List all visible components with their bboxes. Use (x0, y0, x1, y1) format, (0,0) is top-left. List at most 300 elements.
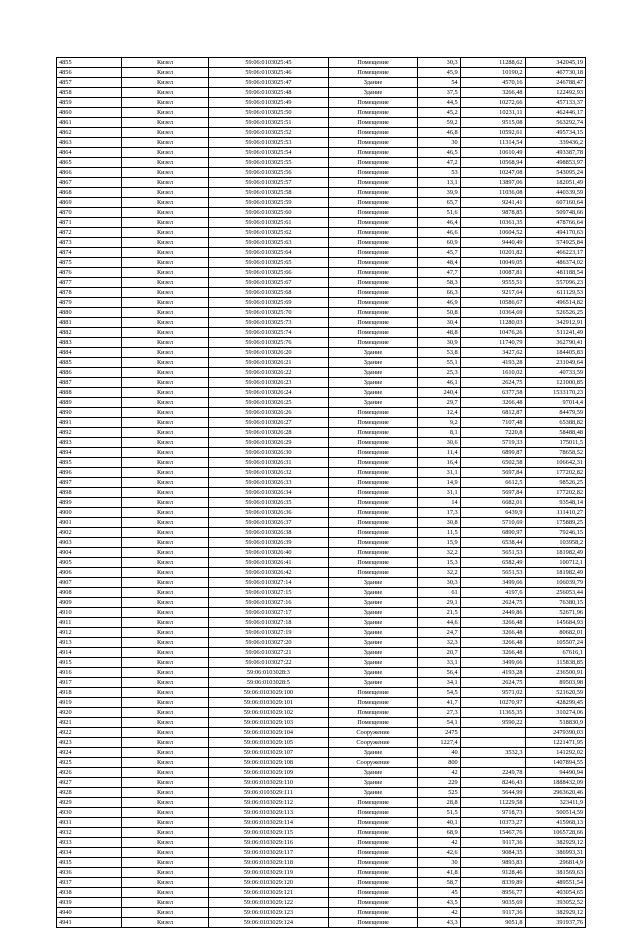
row-number-cell: 4913 (57, 638, 122, 648)
city-cell: Кизел (121, 848, 208, 858)
cadastral-number-cell: 59:06:0103029:107 (209, 748, 329, 758)
cadastral-value-cell: 141292,02 (525, 748, 585, 758)
cadastral-value-table (56, 57, 586, 928)
cadastral-value-cell: 382929,12 (525, 838, 585, 848)
area-cell: 60,9 (418, 238, 460, 248)
cadastral-number-cell: 59:06:0103026:34 (209, 488, 329, 498)
cadastral-value-cell: 403054,65 (525, 888, 585, 898)
object-type-cell: Помещение (328, 558, 417, 568)
area-cell: 46,6 (418, 228, 460, 238)
city-cell: Кизел (121, 498, 208, 508)
city-cell: Кизел (121, 258, 208, 268)
area-cell: 46,5 (418, 148, 460, 158)
cadastral-number-cell: 59:06:0103025:54 (209, 148, 329, 158)
table-row (57, 178, 586, 188)
object-type-cell: Помещение (328, 838, 417, 848)
table-row (57, 368, 586, 378)
table-row (57, 328, 586, 338)
table-row (57, 898, 586, 908)
unit-price-cell: 6439,9 (460, 508, 525, 518)
area-cell: 34,1 (418, 678, 460, 688)
area-cell: 28,8 (418, 798, 460, 808)
cadastral-number-cell: 59:06:0103029:122 (209, 898, 329, 908)
object-type-cell: Здание (328, 578, 417, 588)
area-cell: 65,7 (418, 198, 460, 208)
area-cell: 9,2 (418, 418, 460, 428)
cadastral-number-cell: 59:06:0103025:69 (209, 298, 329, 308)
unit-price-cell: 4570,16 (460, 78, 525, 88)
area-cell: 42 (418, 768, 460, 778)
unit-price-cell (460, 758, 525, 768)
unit-price-cell: 5710,69 (460, 518, 525, 528)
object-type-cell: Помещение (328, 198, 417, 208)
table-row (57, 528, 586, 538)
area-cell: 17,3 (418, 508, 460, 518)
unit-price-cell: 9571,02 (460, 688, 525, 698)
row-number-cell: 4937 (57, 878, 122, 888)
row-number-cell: 4930 (57, 808, 122, 818)
area-cell: 32,3 (418, 638, 460, 648)
row-number-cell: 4934 (57, 848, 122, 858)
city-cell: Кизел (121, 228, 208, 238)
city-cell: Кизел (121, 598, 208, 608)
table-row (57, 68, 586, 78)
city-cell: Кизел (121, 748, 208, 758)
object-type-cell: Помещение (328, 338, 417, 348)
cadastral-value-cell: 65388,82 (525, 418, 585, 428)
city-cell: Кизел (121, 368, 208, 378)
object-type-cell: Помещение (328, 68, 417, 78)
object-type-cell: Помещение (328, 268, 417, 278)
object-type-cell: Помещение (328, 548, 417, 558)
cadastral-value-cell: 493387,78 (525, 148, 585, 158)
area-cell: 54,1 (418, 718, 460, 728)
cadastral-value-cell: 415968,13 (525, 818, 585, 828)
cadastral-value-cell: 79246,15 (525, 528, 585, 538)
row-number-cell: 4871 (57, 218, 122, 228)
unit-price-cell: 9051,8 (460, 918, 525, 928)
area-cell: 13,1 (418, 178, 460, 188)
area-cell: 1227,4 (418, 738, 460, 748)
table-row (57, 638, 586, 648)
city-cell: Кизел (121, 78, 208, 88)
cadastral-value-cell: 574925,84 (525, 238, 585, 248)
area-cell: 48,4 (418, 258, 460, 268)
unit-price-cell: 10247,08 (460, 168, 525, 178)
table-row (57, 338, 586, 348)
area-cell: 15,9 (418, 538, 460, 548)
object-type-cell: Помещение (328, 238, 417, 248)
table-row (57, 318, 586, 328)
cadastral-number-cell: 59:06:0103026:22 (209, 368, 329, 378)
object-type-cell: Помещение (328, 228, 417, 238)
unit-price-cell: 9440,49 (460, 238, 525, 248)
cadastral-number-cell: 59:06:0103025:73 (209, 318, 329, 328)
unit-price-cell: 6582,49 (460, 558, 525, 568)
cadastral-value-cell: 486374,02 (525, 258, 585, 268)
city-cell: Кизел (121, 678, 208, 688)
cadastral-number-cell: 59:06:0103027:21 (209, 648, 329, 658)
cadastral-number-cell: 59:06:0103025:74 (209, 328, 329, 338)
row-number-cell: 4924 (57, 748, 122, 758)
table-row (57, 808, 586, 818)
area-cell: 42,6 (418, 848, 460, 858)
unit-price-cell: 6612,5 (460, 478, 525, 488)
object-type-cell: Помещение (328, 428, 417, 438)
table-row (57, 628, 586, 638)
cadastral-value-cell: 511241,49 (525, 328, 585, 338)
area-cell: 29,1 (418, 598, 460, 608)
cadastral-number-cell: 59:06:0103026:42 (209, 568, 329, 578)
table-row (57, 678, 586, 688)
unit-price-cell: 6502,58 (460, 458, 525, 468)
table-row (57, 588, 586, 598)
city-cell: Кизел (121, 798, 208, 808)
object-type-cell: Здание (328, 398, 417, 408)
cadastral-value-cell: 111410,27 (525, 508, 585, 518)
row-number-cell: 4862 (57, 128, 122, 138)
row-number-cell: 4906 (57, 568, 122, 578)
table-row (57, 868, 586, 878)
city-cell: Кизел (121, 378, 208, 388)
row-number-cell: 4905 (57, 558, 122, 568)
area-cell: 229 (418, 778, 460, 788)
cadastral-number-cell: 59:06:0103025:52 (209, 128, 329, 138)
cadastral-value-cell: 182051,49 (525, 178, 585, 188)
unit-price-cell: 9878,85 (460, 208, 525, 218)
row-number-cell: 4897 (57, 478, 122, 488)
cadastral-value-cell: 342045,19 (525, 58, 585, 68)
row-number-cell: 4915 (57, 658, 122, 668)
cadastral-number-cell: 59:06:0103025:76 (209, 338, 329, 348)
object-type-cell: Помещение (328, 688, 417, 698)
city-cell: Кизел (121, 578, 208, 588)
object-type-cell: Здание (328, 668, 417, 678)
unit-price-cell: 9590,22 (460, 718, 525, 728)
row-number-cell: 4878 (57, 288, 122, 298)
table-row (57, 758, 586, 768)
unit-price-cell: 10201,82 (460, 248, 525, 258)
unit-price-cell: 10270,97 (460, 698, 525, 708)
cadastral-number-cell: 59:06:0103029:124 (209, 918, 329, 928)
table-row (57, 818, 586, 828)
table-row (57, 708, 586, 718)
object-type-cell: Помещение (328, 208, 417, 218)
cadastral-number-cell: 59:06:0103026:28 (209, 428, 329, 438)
city-cell: Кизел (121, 288, 208, 298)
row-number-cell: 4876 (57, 268, 122, 278)
unit-price-cell: 2624,75 (460, 678, 525, 688)
row-number-cell: 4933 (57, 838, 122, 848)
table-row (57, 158, 586, 168)
cadastral-value-cell: 481188,54 (525, 268, 585, 278)
row-number-cell: 4894 (57, 448, 122, 458)
table-row (57, 268, 586, 278)
row-number-cell: 4870 (57, 208, 122, 218)
object-type-cell: Сооружение (328, 758, 417, 768)
area-cell: 59,2 (418, 118, 460, 128)
city-cell: Кизел (121, 738, 208, 748)
area-cell: 41,7 (418, 698, 460, 708)
table-row (57, 488, 586, 498)
cadastral-number-cell: 59:06:0103029:120 (209, 878, 329, 888)
unit-price-cell: 3266,48 (460, 398, 525, 408)
city-cell: Кизел (121, 828, 208, 838)
table-row (57, 878, 586, 888)
cadastral-value-cell: 98526,25 (525, 478, 585, 488)
row-number-cell: 4868 (57, 188, 122, 198)
area-cell: 525 (418, 788, 460, 798)
object-type-cell: Помещение (328, 128, 417, 138)
table-row (57, 858, 586, 868)
city-cell: Кизел (121, 868, 208, 878)
city-cell: Кизел (121, 698, 208, 708)
cadastral-value-cell: 563292,74 (525, 118, 585, 128)
object-type-cell: Помещение (328, 218, 417, 228)
city-cell: Кизел (121, 318, 208, 328)
city-cell: Кизел (121, 758, 208, 768)
area-cell: 47,2 (418, 158, 460, 168)
area-cell: 31,1 (418, 468, 460, 478)
row-number-cell: 4858 (57, 88, 122, 98)
city-cell: Кизел (121, 648, 208, 658)
city-cell: Кизел (121, 298, 208, 308)
city-cell: Кизел (121, 658, 208, 668)
unit-price-cell: 5697,84 (460, 468, 525, 478)
row-number-cell: 4889 (57, 398, 122, 408)
table-row (57, 148, 586, 158)
table-row (57, 568, 586, 578)
cadastral-value-cell: 521620,59 (525, 688, 585, 698)
city-cell: Кизел (121, 68, 208, 78)
area-cell: 30,6 (418, 438, 460, 448)
area-cell: 15,3 (418, 558, 460, 568)
row-number-cell: 4901 (57, 518, 122, 528)
object-type-cell: Здание (328, 378, 417, 388)
cadastral-number-cell: 59:06:0103029:100 (209, 688, 329, 698)
unit-price-cell: 11229,58 (460, 798, 525, 808)
row-number-cell: 4910 (57, 608, 122, 618)
object-type-cell: Здание (328, 618, 417, 628)
object-type-cell: Помещение (328, 98, 417, 108)
cadastral-value-cell: 231049,64 (525, 358, 585, 368)
cadastral-number-cell: 59:06:0103027:14 (209, 578, 329, 588)
cadastral-value-cell: 177202,82 (525, 468, 585, 478)
object-type-cell: Помещение (328, 918, 417, 928)
cadastral-value-cell: 310274,06 (525, 708, 585, 718)
city-cell: Кизел (121, 148, 208, 158)
city-cell: Кизел (121, 348, 208, 358)
row-number-cell: 4857 (57, 78, 122, 88)
unit-price-cell: 2249,78 (460, 768, 525, 778)
cadastral-number-cell: 59:06:0103029:123 (209, 908, 329, 918)
cadastral-value-cell: 78658,52 (525, 448, 585, 458)
object-type-cell: Помещение (328, 488, 417, 498)
city-cell: Кизел (121, 188, 208, 198)
city-cell: Кизел (121, 338, 208, 348)
cadastral-value-cell: 323411,9 (525, 798, 585, 808)
row-number-cell: 4907 (57, 578, 122, 588)
object-type-cell: Здание (328, 648, 417, 658)
cadastral-value-cell: 89503,98 (525, 678, 585, 688)
city-cell: Кизел (121, 448, 208, 458)
cadastral-number-cell: 59:06:0103025:66 (209, 268, 329, 278)
cadastral-number-cell: 59:06:0103027:19 (209, 628, 329, 638)
unit-price-cell: 13897,06 (460, 178, 525, 188)
city-cell: Кизел (121, 428, 208, 438)
area-cell: 29,7 (418, 398, 460, 408)
area-cell: 33,1 (418, 658, 460, 668)
cadastral-number-cell: 59:06:0103026:20 (209, 348, 329, 358)
row-number-cell: 4938 (57, 888, 122, 898)
unit-price-cell: 4193,28 (460, 668, 525, 678)
unit-price-cell: 10049,05 (460, 258, 525, 268)
table-row (57, 538, 586, 548)
area-cell: 11,4 (418, 448, 460, 458)
object-type-cell: Помещение (328, 248, 417, 258)
city-cell: Кизел (121, 98, 208, 108)
table-row (57, 908, 586, 918)
cadastral-number-cell: 59:06:0103029:111 (209, 788, 329, 798)
cadastral-value-cell: 509748,66 (525, 208, 585, 218)
area-cell: 46,4 (418, 218, 460, 228)
table-row (57, 278, 586, 288)
unit-price-cell: 11740,79 (460, 338, 525, 348)
table-row (57, 118, 586, 128)
city-cell: Кизел (121, 618, 208, 628)
unit-price-cell: 9128,46 (460, 868, 525, 878)
area-cell: 14,9 (418, 478, 460, 488)
object-type-cell: Помещение (328, 318, 417, 328)
cadastral-value-cell: 58488,48 (525, 428, 585, 438)
unit-price-cell: 11314,54 (460, 138, 525, 148)
row-number-cell: 4908 (57, 588, 122, 598)
cadastral-number-cell: 59:06:0103026:24 (209, 388, 329, 398)
table-row (57, 248, 586, 258)
city-cell: Кизел (121, 458, 208, 468)
object-type-cell: Помещение (328, 528, 417, 538)
cadastral-value-cell: 489551,54 (525, 878, 585, 888)
cadastral-value-cell: 496514,82 (525, 298, 585, 308)
cadastral-value-cell: 428299,45 (525, 698, 585, 708)
city-cell: Кизел (121, 248, 208, 258)
area-cell: 32,2 (418, 568, 460, 578)
object-type-cell: Помещение (328, 278, 417, 288)
unit-price-cell: 4193,28 (460, 358, 525, 368)
cadastral-value-cell: 393052,52 (525, 898, 585, 908)
unit-price-cell: 5697,84 (460, 488, 525, 498)
cadastral-number-cell: 59:06:0103026:39 (209, 538, 329, 548)
cadastral-number-cell: 59:06:0103026:36 (209, 508, 329, 518)
object-type-cell: Помещение (328, 898, 417, 908)
object-type-cell: Здание (328, 598, 417, 608)
cadastral-number-cell: 59:06:0103029:109 (209, 768, 329, 778)
cadastral-value-cell: 145684,93 (525, 618, 585, 628)
cadastral-value-cell: 122492,93 (525, 88, 585, 98)
cadastral-value-cell: 1065728,66 (525, 828, 585, 838)
table-row (57, 648, 586, 658)
object-type-cell: Помещение (328, 518, 417, 528)
cadastral-number-cell: 59:06:0103025:45 (209, 58, 329, 68)
city-cell: Кизел (121, 768, 208, 778)
table-row (57, 378, 586, 388)
cadastral-value-cell: 466223,17 (525, 248, 585, 258)
cadastral-number-cell: 59:06:0103025:55 (209, 158, 329, 168)
cadastral-number-cell: 59:06:0103025:58 (209, 188, 329, 198)
cadastral-value-cell: 94490,94 (525, 768, 585, 778)
cadastral-number-cell: 59:06:0103029:113 (209, 808, 329, 818)
unit-price-cell: 15467,76 (460, 828, 525, 838)
area-cell: 51,6 (418, 208, 460, 218)
unit-price-cell: 10592,61 (460, 128, 525, 138)
cadastral-value-cell: 115838,85 (525, 658, 585, 668)
cadastral-value-cell: 1221471,95 (525, 738, 585, 748)
city-cell: Кизел (121, 518, 208, 528)
cadastral-number-cell: 59:06:0103026:27 (209, 418, 329, 428)
unit-price-cell (460, 728, 525, 738)
area-cell: 14 (418, 498, 460, 508)
unit-price-cell: 9117,36 (460, 908, 525, 918)
row-number-cell: 4874 (57, 248, 122, 258)
object-type-cell: Здание (328, 628, 417, 638)
unit-price-cell: 3266,48 (460, 628, 525, 638)
cadastral-number-cell: 59:06:0103025:47 (209, 78, 329, 88)
cadastral-value-cell: 339436,2 (525, 138, 585, 148)
unit-price-cell: 3499,66 (460, 658, 525, 668)
row-number-cell: 4869 (57, 198, 122, 208)
row-number-cell: 4927 (57, 778, 122, 788)
table-row (57, 298, 586, 308)
object-type-cell: Помещение (328, 818, 417, 828)
city-cell: Кизел (121, 108, 208, 118)
cadastral-number-cell: 59:06:0103026:35 (209, 498, 329, 508)
cadastral-number-cell: 59:06:0103026:29 (209, 438, 329, 448)
unit-price-cell: 5651,53 (460, 548, 525, 558)
cadastral-number-cell: 59:06:0103026:31 (209, 458, 329, 468)
cadastral-number-cell: 59:06:0103026:32 (209, 468, 329, 478)
row-number-cell: 4880 (57, 308, 122, 318)
table-row (57, 398, 586, 408)
area-cell: 51,5 (418, 808, 460, 818)
area-cell: 53,8 (418, 348, 460, 358)
city-cell: Кизел (121, 408, 208, 418)
unit-price-cell: 11365,35 (460, 708, 525, 718)
object-type-cell: Помещение (328, 118, 417, 128)
city-cell: Кизел (121, 818, 208, 828)
cadastral-number-cell: 59:06:0103025:48 (209, 88, 329, 98)
object-type-cell: Помещение (328, 178, 417, 188)
cadastral-value-cell: 105507,24 (525, 638, 585, 648)
unit-price-cell: 3266,48 (460, 88, 525, 98)
object-type-cell: Здание (328, 78, 417, 88)
cadastral-value-cell: 84479,59 (525, 408, 585, 418)
city-cell: Кизел (121, 128, 208, 138)
unit-price-cell: 6538,44 (460, 538, 525, 548)
table-row (57, 828, 586, 838)
city-cell: Кизел (121, 268, 208, 278)
table-row (57, 388, 586, 398)
city-cell: Кизел (121, 778, 208, 788)
area-cell: 44,5 (418, 98, 460, 108)
area-cell: 41,8 (418, 868, 460, 878)
object-type-cell: Помещение (328, 908, 417, 918)
cadastral-number-cell: 59:06:0103025:56 (209, 168, 329, 178)
cadastral-number-cell: 59:06:0103027:17 (209, 608, 329, 618)
table-row (57, 168, 586, 178)
cadastral-value-cell: 498853,97 (525, 158, 585, 168)
row-number-cell: 4855 (57, 58, 122, 68)
unit-price-cell: 3499,66 (460, 578, 525, 588)
